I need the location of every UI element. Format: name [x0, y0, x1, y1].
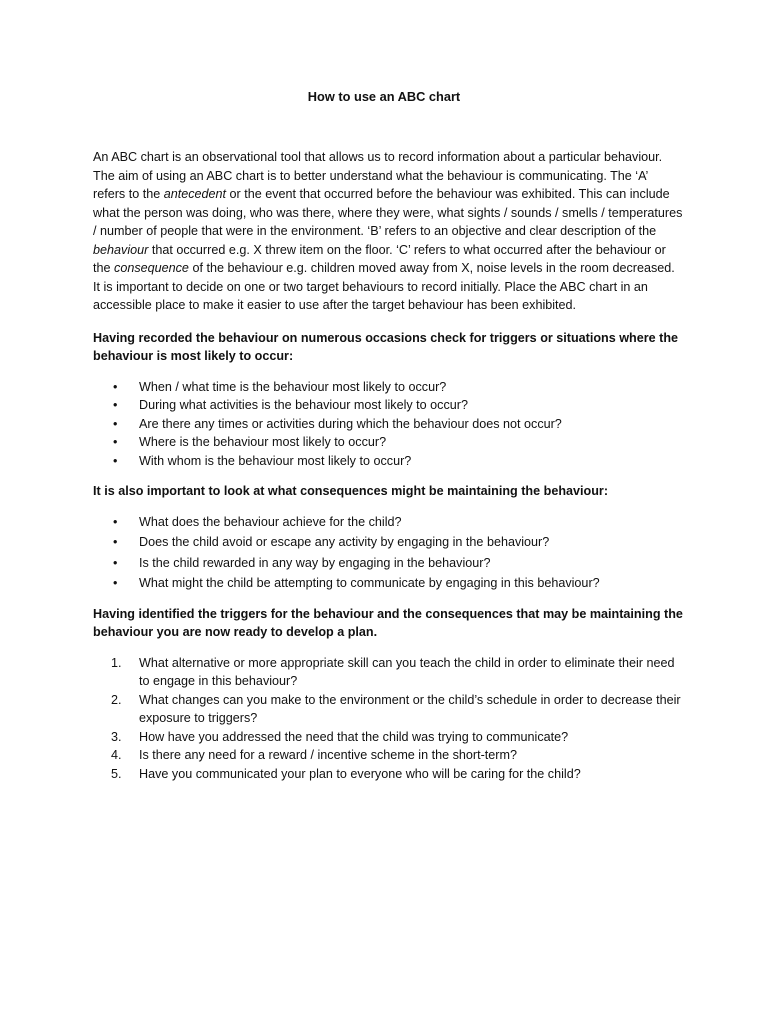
- antecedent-term: antecedent: [163, 187, 227, 201]
- consequences-list: [93, 513, 683, 593]
- list-item: [93, 691, 683, 728]
- intro-paragraph: [93, 148, 683, 315]
- list-item-text: Does the child avoid or escape any activity by engaging in the behaviour?: [139, 535, 550, 549]
- list-item: [93, 746, 683, 765]
- bullet-marker: •: [113, 416, 118, 431]
- behaviour-term: behaviour: [93, 242, 149, 257]
- document-title: How to use an ABC chart: [307, 89, 461, 104]
- bullet-marker: •: [113, 535, 118, 549]
- bullet-marker: •: [113, 514, 118, 529]
- intro-text-1: An ABC chart is an observational tool that allows us to record information about a particular behaviour. The aim of using an ABC chart is to better understand what the behaviour is communicating. The ‘A’ refers to the: [93, 150, 663, 201]
- list-item-text: When / what time is the behaviour most likely to occur?: [139, 379, 447, 394]
- list-item-text: What alternative or more appropriate skill can you teach the child in order to eliminate their need to engage in this behaviour?: [139, 655, 675, 688]
- list-item-text: Is the child rewarded in any way by engaging in the behaviour?: [139, 555, 491, 570]
- list-item-text: During what activities is the behaviour most likely to occur?: [139, 398, 468, 412]
- list-item: [93, 654, 683, 691]
- list-item-text: Where is the behaviour most likely to occur?: [139, 435, 387, 449]
- list-item-text: How have you addressed the need that the child was trying to communicate?: [139, 729, 569, 744]
- consequences-heading: It is also important to look at what consequences might be maintaining the behaviour:: [93, 484, 609, 498]
- bullet-marker: •: [113, 379, 118, 394]
- list-number: 4.: [111, 748, 122, 762]
- triggers-heading: Having recorded the behaviour on numerous occasions check for triggers or situations where the behaviour is most likely to occur:: [93, 330, 679, 363]
- list-item: [93, 396, 683, 415]
- consequence-term: consequence: [114, 261, 189, 275]
- bullet-marker: •: [113, 435, 118, 449]
- bullet-marker: •: [113, 398, 118, 412]
- intro-text-3: that occurred e.g. X threw item on the floor. ‘C’ refers to what occurred after the behaviour or the: [93, 242, 666, 275]
- list-item: [93, 533, 683, 552]
- list-item: [93, 433, 683, 452]
- list-item: [93, 452, 683, 471]
- bullet-marker: •: [113, 555, 118, 570]
- document-body: [93, 148, 683, 795]
- list-item-text: What changes can you make to the environment or the child’s schedule in order to decrease their exposure to triggers?: [139, 692, 681, 725]
- list-item: [93, 728, 683, 747]
- list-item-text: Are there any times or activities during which the behaviour does not occur?: [139, 416, 562, 431]
- plan-heading: Having identified the triggers for the behaviour and the consequences that may be maintaining the behaviour you are now ready to develop a plan.: [93, 606, 683, 639]
- intro-text-4: of the behaviour e.g. children moved away from X, noise levels in the room decreased. It is important to decide on one or two target behaviours to record initially. Place the ABC chart in an accessible place to make it easier to use after the target behaviour has been exhibited.: [93, 261, 675, 312]
- list-item-text: What might the child be attempting to communicate by engaging in this behaviour?: [139, 576, 600, 590]
- list-item: [93, 378, 683, 397]
- bullet-marker: •: [113, 576, 118, 590]
- intro-text-2: or the event that occurred before the behaviour was exhibited. This can include what the person was doing, who was there, where they were, what sights / sounds / smells / temperatures / number of people that were in the environment. ‘B’ refers to an objective and clear description of the: [93, 187, 683, 238]
- list-item-text: Is there any need for a reward / incentive scheme in the short-term?: [139, 748, 517, 762]
- list-item-text: With whom is the behaviour most likely to occur?: [139, 453, 412, 468]
- list-number: 5.: [111, 766, 122, 781]
- list-item-text: What does the behaviour achieve for the child?: [139, 514, 402, 529]
- list-item: [93, 574, 683, 593]
- list-item: [93, 554, 683, 573]
- list-item-text: Have you communicated your plan to everyone who will be caring for the child?: [139, 766, 581, 781]
- bullet-marker: •: [113, 453, 118, 468]
- list-item: [93, 765, 683, 784]
- list-number: 2.: [111, 692, 122, 707]
- list-item: [93, 415, 683, 434]
- list-number: 3.: [111, 729, 122, 744]
- list-item: [93, 513, 683, 532]
- triggers-list: [93, 378, 683, 471]
- list-number: 1.: [111, 655, 122, 670]
- plan-list: [93, 654, 683, 784]
